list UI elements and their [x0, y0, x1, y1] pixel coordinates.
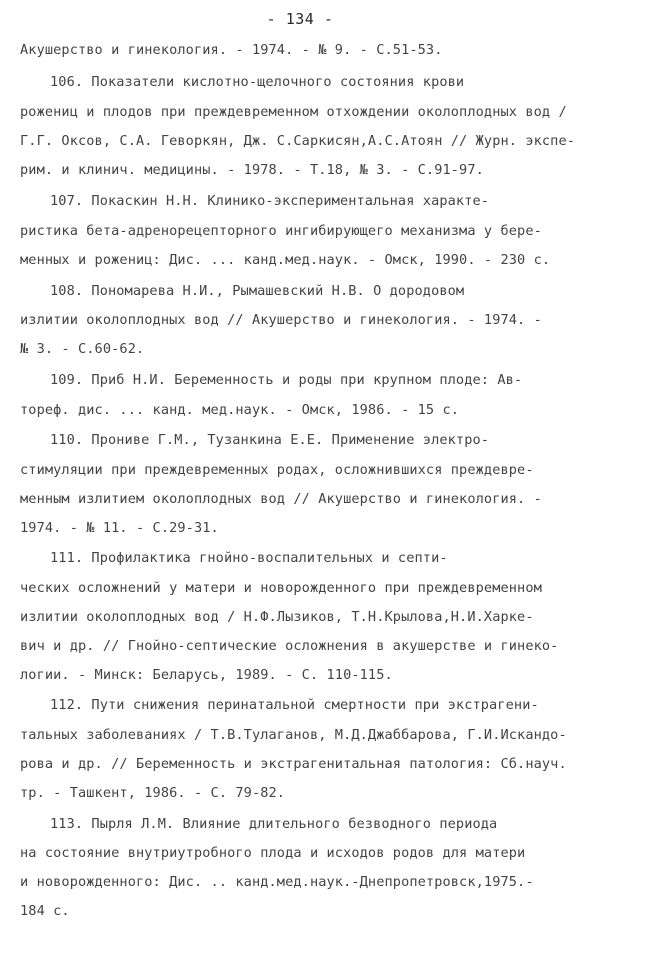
text-line: 111. Профилактика гнойно-воспалительных и септи-: [50, 550, 448, 566]
text-line: ристика бета-адренорецепторного ингибирующего механизма у бере-: [20, 223, 542, 239]
text-line: тальных заболеваниях / Т.В.Тулаганов, М.Д.Джаббарова, Г.И.Искандо-: [20, 727, 567, 743]
text-line: 1974. - № 11. - С.29-31.: [20, 520, 219, 536]
text-line: рим. и клинич. медицины. - 1978. - Т.18, № 3. - С.91-97.: [20, 162, 484, 178]
text-line: на состояние внутриутробного плода и исходов родов для матери: [20, 845, 526, 861]
text-line: стимуляции при преждевременных родах, осложнившихся преждевре-: [20, 462, 534, 478]
text-line: вич и др. // Гнойно-септические осложнения в акушерстве и гинеко-: [20, 638, 559, 654]
text-line: ческих осложнений у матери и новорожденного при преждевременном: [20, 580, 542, 596]
text-line: рожениц и плодов при преждевременном отхождении околоплодных вод /: [20, 104, 567, 120]
text-line: Акушерство и гинекология. - 1974. - № 9. - С.51-53.: [20, 42, 443, 58]
text-line: излитии околоплодных вод / Н.Ф.Лызиков, Т.Н.Крылова,Н.И.Харке-: [20, 609, 534, 625]
text-line: менным излитием околоплодных вод // Акушерство и гинекология. -: [20, 491, 542, 507]
text-line: тореф. дис. ... канд. мед.наук. - Омск, 1986. - 15 с.: [20, 402, 460, 418]
text-line: 107. Покаскин Н.Н. Клинико-экспериментальная характе-: [50, 193, 490, 209]
text-line: тр. - Ташкент, 1986. - С. 79-82.: [20, 785, 286, 801]
text-line: 184 с.: [20, 903, 70, 919]
text-line: 112. Пути снижения перинатальной смертности при экстрагени-: [50, 697, 539, 713]
page-number: - 134 -: [266, 10, 334, 28]
text-line: менных и рожениц: Дис. ... канд.мед.наук. - Омск, 1990. - 230 с.: [20, 252, 551, 268]
text-line: и новорожденного: Дис. .. канд.мед.наук.-Днепропетровск,1975.-: [20, 874, 534, 890]
text-line: 113. Пырля Л.М. Влияние длительного безводного периода: [50, 816, 498, 832]
text-line: 110. Прониве Г.М., Тузанкина Е.Е. Применение электро-: [50, 432, 490, 448]
text-line: 108. Пономарева Н.И., Рымашевский Н.В. О дородовом: [50, 283, 465, 299]
text-line: 109. Приб Н.И. Беременность и роды при крупном плоде: Ав-: [50, 372, 523, 388]
text-line: рова и др. // Беременность и экстрагенитальная патология: Сб.науч.: [20, 756, 567, 772]
text-line: логии. - Минск: Беларусь, 1989. - С. 110-115.: [20, 667, 393, 683]
text-line: 106. Показатели кислотно-щелочного состояния крови: [50, 74, 465, 90]
text-line: излитии околоплодных вод // Акушерство и гинекология. - 1974. -: [20, 312, 542, 328]
text-line: № 3. - С.60-62.: [20, 341, 145, 357]
text-line: Г.Г. Оксов, С.А. Геворкян, Дж. С.Саркисян,А.С.Атоян // Журн. экспе-: [20, 133, 576, 149]
